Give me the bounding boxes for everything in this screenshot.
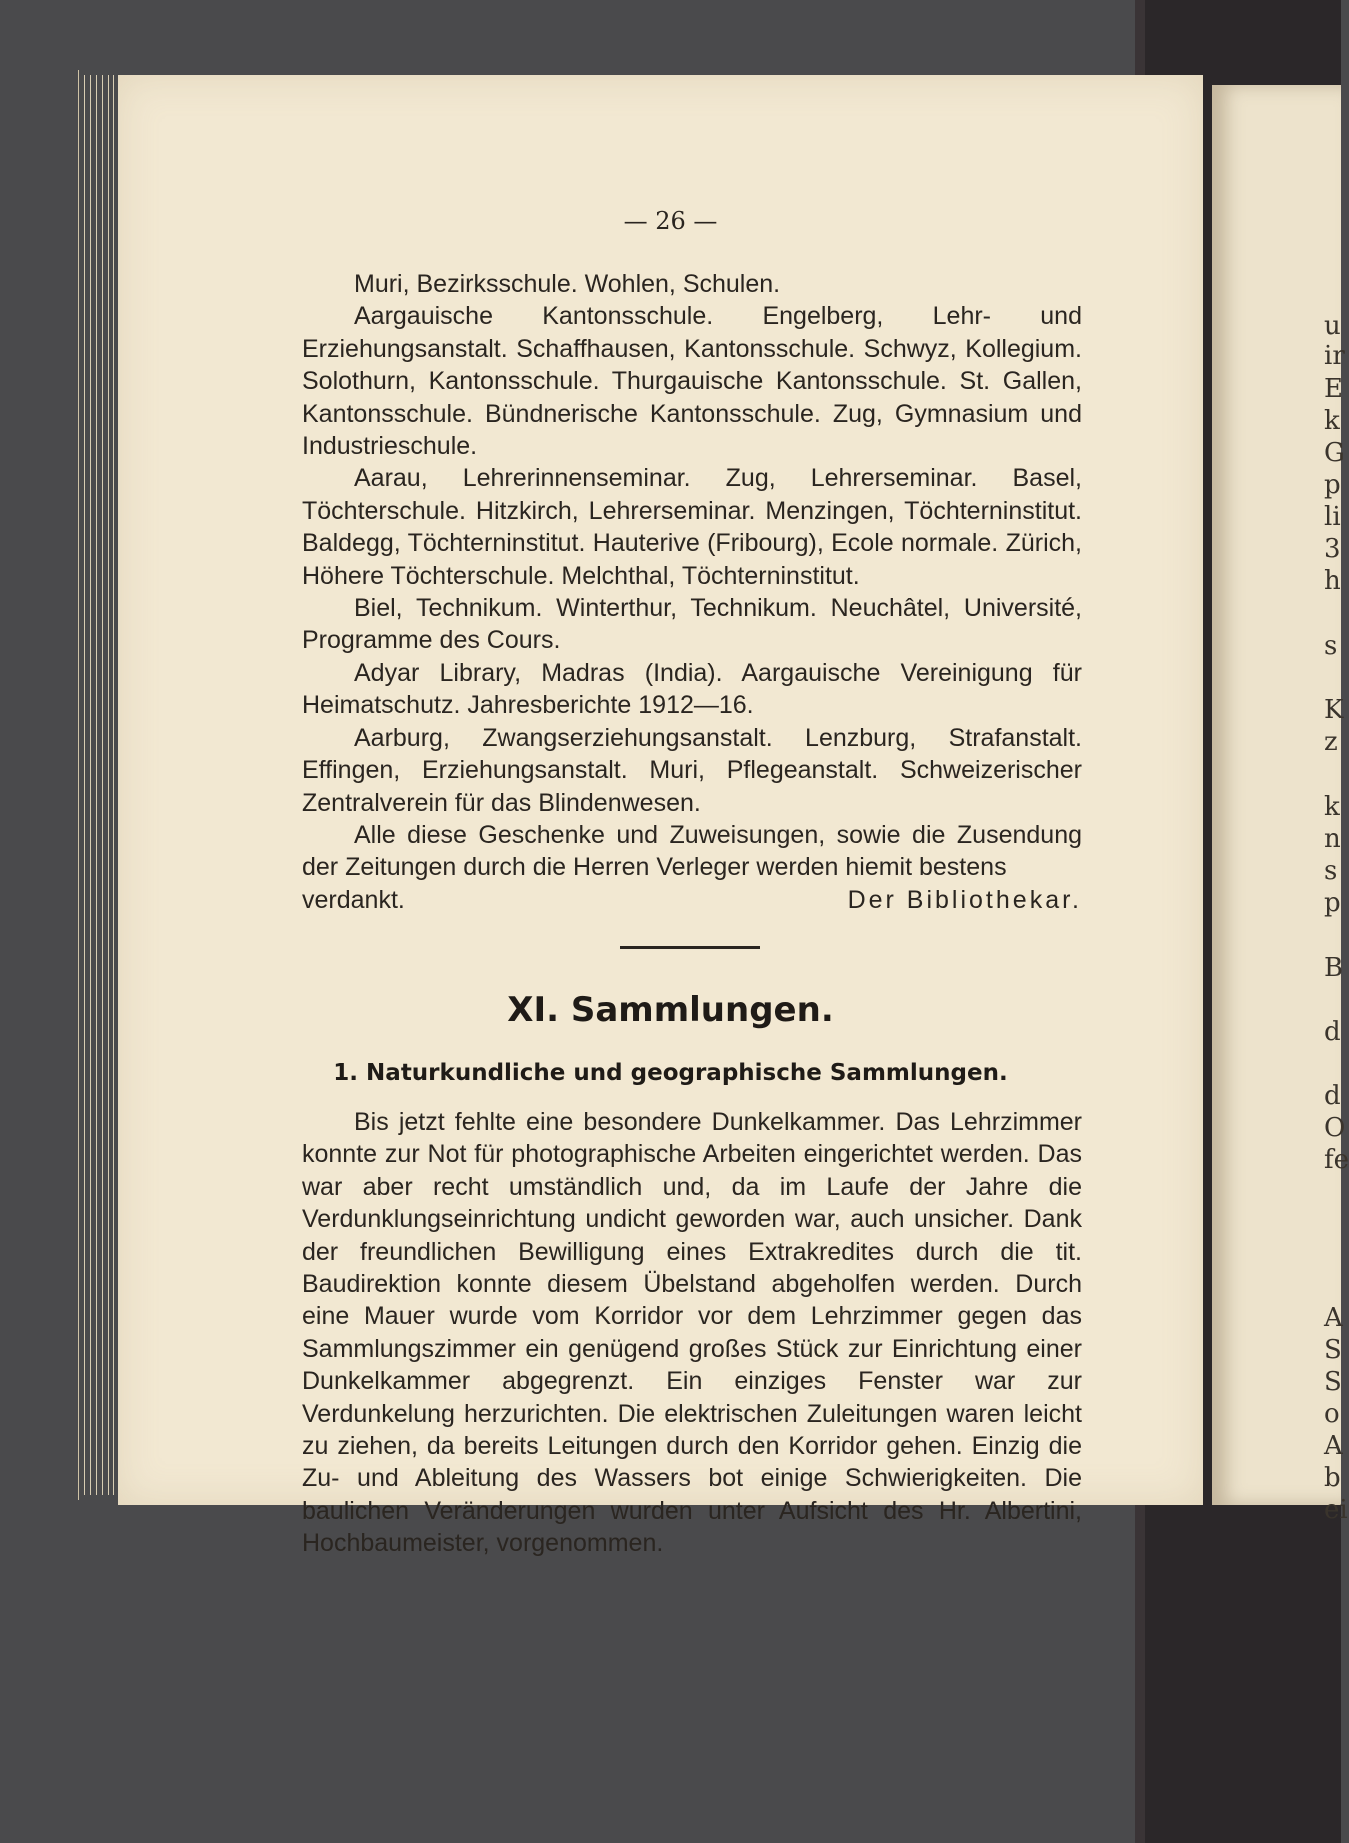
page-edge-line bbox=[84, 75, 85, 1495]
right-page-fragment: B bbox=[1324, 953, 1344, 983]
page-edge-line bbox=[96, 75, 97, 1495]
right-page-fragment: E bbox=[1324, 374, 1343, 404]
body-text bbox=[302, 1106, 1082, 1560]
signature: Der Bibliothekar. bbox=[847, 885, 1082, 914]
right-page-fragment: z bbox=[1324, 727, 1338, 757]
donor-list bbox=[302, 268, 1082, 916]
section-title: XI. Sammlungen. bbox=[507, 990, 834, 1030]
right-page-fragment: A bbox=[1324, 1303, 1343, 1333]
right-page-fragment: d bbox=[1324, 1081, 1341, 1111]
page-edge-line bbox=[102, 75, 103, 1495]
right-page-fragment: n bbox=[1324, 824, 1341, 854]
page-edge-line bbox=[90, 75, 91, 1495]
right-page-fragment: K bbox=[1324, 695, 1344, 725]
page-edge-line bbox=[113, 75, 114, 1495]
signoff-line bbox=[302, 884, 1082, 916]
page-edge-line bbox=[108, 75, 109, 1495]
right-page-fragment: G bbox=[1324, 438, 1345, 468]
list-paragraph: Aarau, Lehrerinnenseminar. Zug, Lehrerseminar. Basel, Töchterschule. Hitzkirch, Lehrerseminar. Menzingen, Töchterninstitut. Baldegg, Töchterninstitut. Hauterive (Fribourg), Ecole normale. Zürich, Höhere Töchterschule. Melchthal, Töchterninstitut. bbox=[302, 464, 1082, 590]
right-page-fragment: o bbox=[1324, 1399, 1340, 1429]
right-page-fragment: ir bbox=[1324, 341, 1345, 371]
page-number: — 26 — bbox=[623, 207, 718, 235]
right-page-fragment: S bbox=[1324, 1367, 1342, 1397]
right-page-fragment: p bbox=[1324, 888, 1341, 918]
right-page-fragment: S bbox=[1324, 1335, 1342, 1365]
right-page-fragment: h bbox=[1324, 566, 1341, 596]
list-paragraph: Aargauische Kantonsschule. Engelberg, Lehr- und Erziehungsanstalt. Schaffhausen, Kantonsschule. Schwyz, Kollegium. Solothurn, Kantonsschule. Thurgauische Kantonsschule. St. Gallen, Kantonsschule. Bündnerische Kantonsschule. Zug, Gymnasium und Industrieschule. bbox=[302, 302, 1082, 461]
closing-last-word: verdankt. bbox=[302, 885, 405, 914]
right-page-fragment: p bbox=[1324, 470, 1341, 500]
closing-paragraph: Alle diese Geschenke und Zuweisungen, sowie die Zusendung der Zeitungen durch die Herren Verleger werden hiemit bestens bbox=[302, 820, 1082, 882]
right-page-fragment: 3 bbox=[1324, 534, 1341, 564]
right-page-fragment: s bbox=[1324, 856, 1338, 886]
list-paragraph: Biel, Technikum. Winterthur, Technikum. Neuchâtel, Université, Programme des Cours. bbox=[302, 594, 1082, 655]
right-page-fragment: k bbox=[1324, 406, 1340, 436]
right-page-fragment: li bbox=[1324, 502, 1341, 532]
right-page-fragment: k bbox=[1324, 792, 1340, 822]
right-page bbox=[1212, 85, 1349, 1525]
right-page-fragment: fe bbox=[1324, 1145, 1349, 1175]
section-divider bbox=[620, 946, 760, 949]
right-page-fragment: b bbox=[1324, 1463, 1341, 1493]
list-paragraph: Muri, Bezirksschule. Wohlen, Schulen. bbox=[354, 270, 781, 298]
right-page-fragment: A bbox=[1324, 1431, 1343, 1461]
list-paragraph: Aarburg, Zwangserziehungsanstalt. Lenzburg, Strafanstalt. Effingen, Erziehungsanstalt. Muri, Pflegeanstalt. Schweizerischer Zentralverein für das Blindenwesen. bbox=[302, 723, 1082, 817]
right-page-fragment: d bbox=[1324, 1017, 1341, 1047]
right-page-fragment: s bbox=[1324, 631, 1338, 661]
right-page-fragment: u bbox=[1324, 311, 1341, 341]
right-page-fragment: O bbox=[1324, 1113, 1346, 1143]
right-page-fragment: ei bbox=[1324, 1495, 1348, 1525]
body-paragraph: Bis jetzt fehlte eine besondere Dunkelkammer. Das Lehrzimmer konnte zur Not für photographische Arbeiten eingerichtet werden. Das war aber recht umständlich und, da im Laufe der Jahre die Verdunklungseinrichtung undicht geworden war, auch unsicher. Dank der freundlichen Bewilligung eines Extrakredites durch die tit. Baudirektion konnte diesem Übelstand abgeholfen werden. Durch eine Mauer wurde vom Korridor vor dem Lehrzimmer gegen das Sammlungszimmer ein genügend großes Stück zur Einrichtung einer Dunkelkammer abgegrenzt. Ein einziges Fenster war zur Verdunkelung herzurichten. Die elektrischen Zuleitungen waren leicht zu ziehen, da bereits Leitungen durch den Korridor gehen. Einzig die Zu- und Ableitung des Wassers bot einige Schwierigkeiten. Die baulichen Veränderungen wurden unter Aufsicht des Hr. Albertini, Hochbaumeister, vorgenommen. bbox=[302, 1108, 1082, 1558]
list-paragraph: Adyar Library, Madras (India). Aargauische Vereinigung für Heimatschutz. Jahresberichte 1912—16. bbox=[302, 658, 1082, 720]
subsection-title: 1. Naturkundliche und geographische Sammlungen. bbox=[333, 1060, 1008, 1086]
